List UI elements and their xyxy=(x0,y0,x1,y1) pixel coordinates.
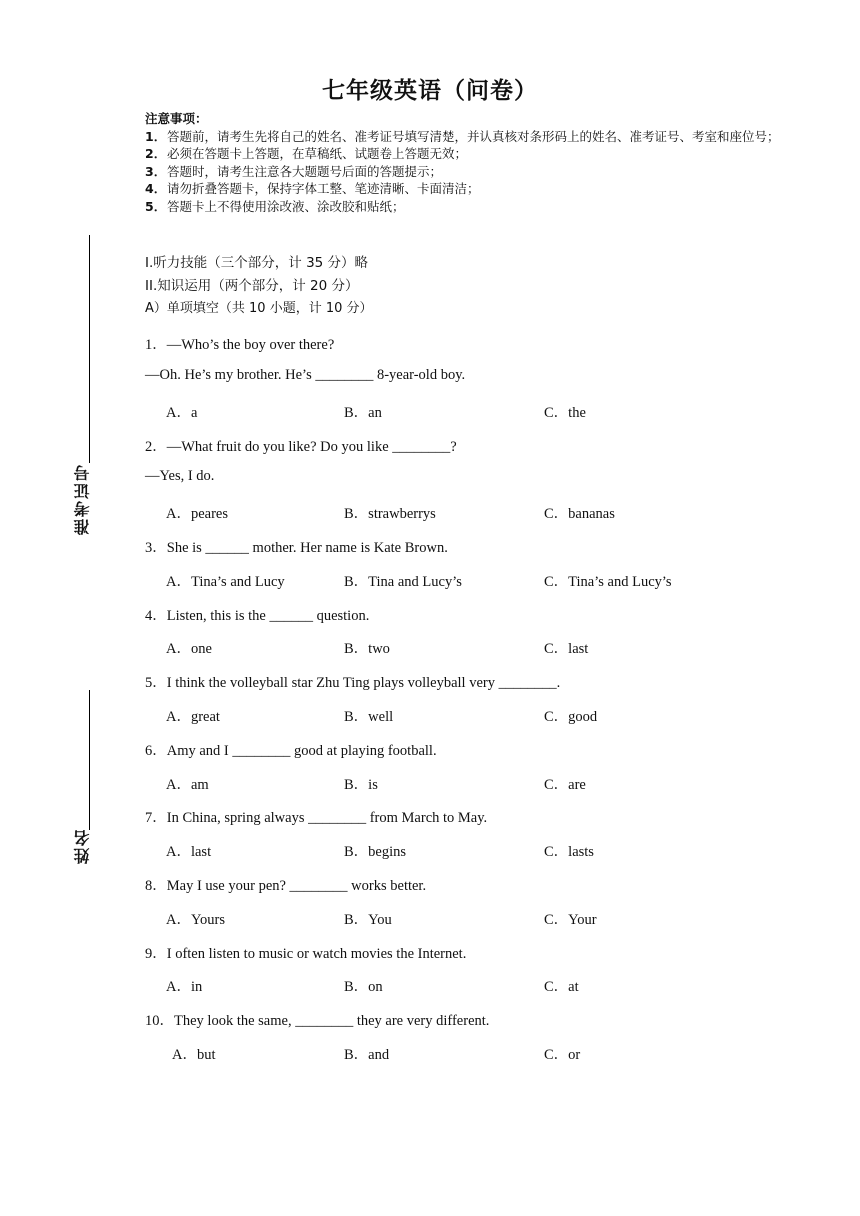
question-6-option-b: B．is xyxy=(344,777,378,793)
question-1-option-a: A．a xyxy=(166,405,198,421)
question-7-option-a: A．last xyxy=(166,844,212,860)
question-5-option-b: B．well xyxy=(344,709,394,725)
notice-item xyxy=(145,128,785,146)
question-9-line-1: 9．I often listen to music or watch movies the Internet. xyxy=(145,946,467,962)
section-knowledge: II.知识运用（两个部分，计 20 分） xyxy=(145,278,359,294)
question-1-option-b: B．an xyxy=(344,405,382,421)
notice-item-text: 必须在答题卡上答题，在草稿纸、试题卷上答题无效； xyxy=(167,146,468,162)
question-8-option-a: A．Yours xyxy=(166,912,225,928)
question-1-option-c: C．the xyxy=(544,405,586,421)
notice-item-text: 请勿折叠答题卡，保持字体工整、笔迹清晰、卡面清洁； xyxy=(167,181,480,197)
question-2-line-1: 2．—What fruit do you like? Do you like ________? xyxy=(145,439,457,455)
exam-id-label: 准考证号 xyxy=(73,463,92,535)
question-3-option-c: C．Tina’s and Lucy’s xyxy=(544,574,672,590)
question-9-option-a: A．in xyxy=(166,979,203,995)
question-2-line-2: —Yes, I do. xyxy=(145,468,215,484)
question-10-option-b: B．and xyxy=(344,1047,390,1063)
notice-item xyxy=(145,180,785,198)
question-1-line-1: 1．—Who’s the boy over there? xyxy=(145,337,335,353)
question-6-line-1: 6．Amy and I ________ good at playing football. xyxy=(145,743,437,759)
question-3-line-1: 3．She is ______ mother. Her name is Kate Brown. xyxy=(145,540,448,556)
question-10-option-a: A．but xyxy=(172,1047,216,1063)
question-2-option-a: A．peares xyxy=(166,506,229,522)
notice-item-number: 3． xyxy=(145,163,167,179)
question-8-option-b: B．You xyxy=(344,912,392,928)
question-5-option-a: A．great xyxy=(166,709,220,725)
question-7-option-b: B．begins xyxy=(344,844,407,860)
notice-item-number: 4． xyxy=(145,181,167,197)
question-10-option-c: C．or xyxy=(544,1047,581,1063)
notice-item xyxy=(145,163,785,181)
notice-block xyxy=(145,110,785,216)
question-2-option-b: B．strawberrys xyxy=(344,506,436,522)
page-title: 七年级英语（问卷） xyxy=(322,78,538,104)
notice-item-number: 5． xyxy=(145,198,167,214)
notice-heading: 注意事项： xyxy=(145,111,208,126)
notice-item-text: 答题卡上不得使用涂改液、涂改胶和贴纸； xyxy=(167,198,405,214)
section-listening: I.听力技能（三个部分，计 35 分）略 xyxy=(145,255,369,271)
notice-item xyxy=(145,145,785,163)
question-9-option-b: B．on xyxy=(344,979,383,995)
name-write-line[interactable] xyxy=(89,690,90,830)
notice-item-text: 答题时，请考生注意各大题题号后面的答题提示； xyxy=(167,163,443,179)
question-4-option-a: A．one xyxy=(166,641,212,657)
question-3-option-b: B．Tina and Lucy’s xyxy=(344,574,462,590)
notice-item-number: 1． xyxy=(145,128,167,144)
question-7-option-c: C．lasts xyxy=(544,844,594,860)
notice-item-text: 答题前，请考生先将自己的姓名、准考证号填写清楚，并认真核对条形码上的姓名、准考证号、考室和座位号； xyxy=(167,128,780,144)
question-10-line-1: 10．They look the same, ________ they are very different. xyxy=(145,1013,490,1029)
question-4-line-1: 4．Listen, this is the ______ question. xyxy=(145,608,370,624)
question-1-line-2: —Oh. He’s my brother. He’s ________ 8-year-old boy. xyxy=(145,367,466,383)
question-7-line-1: 7．In China, spring always ________ from March to May. xyxy=(145,810,488,826)
question-4-option-b: B．two xyxy=(344,641,390,657)
question-8-option-c: C．Your xyxy=(544,912,597,928)
question-6-option-a: A．am xyxy=(166,777,209,793)
notice-item-number: 2． xyxy=(145,146,167,162)
question-5-line-1: 5．I think the volleyball star Zhu Ting plays volleyball very ________. xyxy=(145,675,561,691)
question-9-option-c: C．at xyxy=(544,979,579,995)
section-part-a: A）单项填空（共 10 小题，计 10 分） xyxy=(145,301,373,316)
notice-item xyxy=(145,198,785,216)
question-4-option-c: C．last xyxy=(544,641,589,657)
question-2-option-c: C．bananas xyxy=(544,506,615,522)
question-6-option-c: C．are xyxy=(544,777,586,793)
question-3-option-a: A．Tina’s and Lucy xyxy=(166,574,285,590)
exam-id-write-line[interactable] xyxy=(89,235,90,463)
question-8-line-1: 8．May I use your pen? ________ works better. xyxy=(145,878,427,894)
question-5-option-c: C．good xyxy=(544,709,598,725)
name-label: 姓名 xyxy=(73,828,92,864)
